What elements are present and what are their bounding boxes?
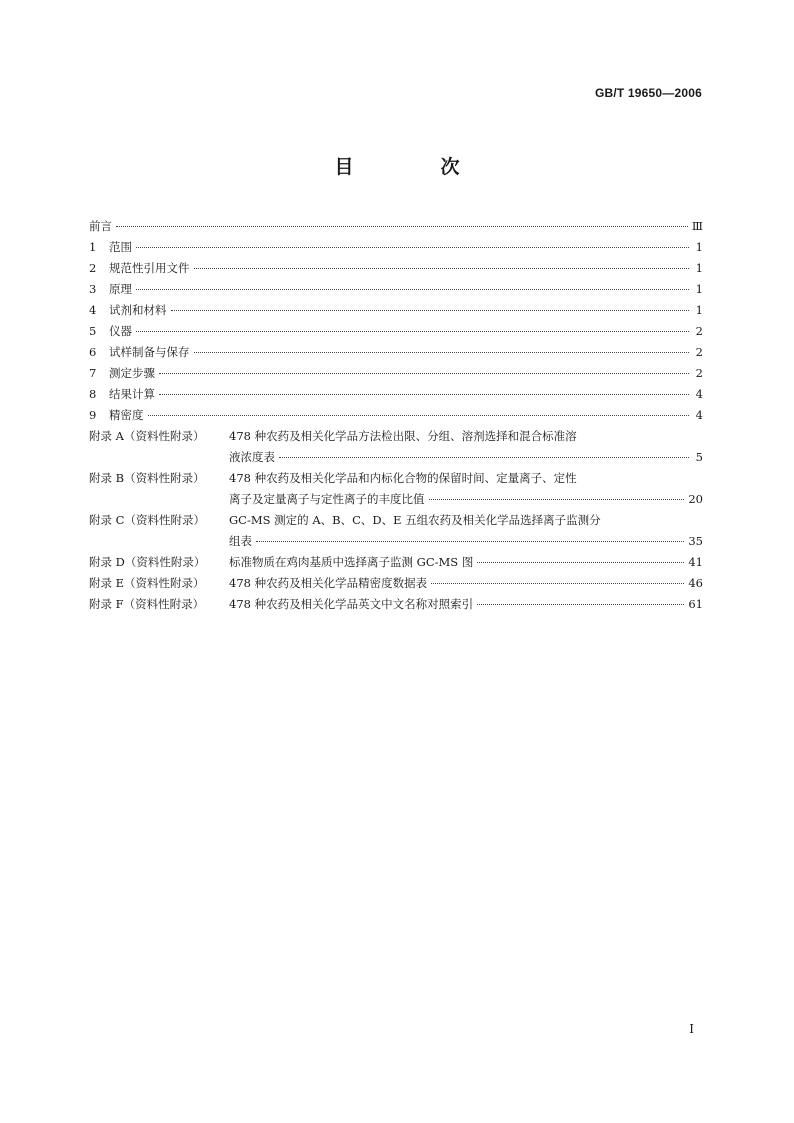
dot-leader (477, 603, 684, 605)
appendix-title-line1: 478 种农药及相关化学品精密度数据表 (229, 576, 428, 590)
toc-entry-page: 1 (695, 240, 703, 254)
toc-entry-label: 结果计算 (109, 387, 155, 401)
toc-entry-label: 精密度 (109, 408, 144, 422)
toc-entry-section-4[interactable] (89, 300, 703, 321)
toc-entry-page: Ⅲ (691, 219, 703, 233)
dot-leader (159, 393, 689, 395)
appendix-title-line1: 478 种农药及相关化学品和内标化合物的保留时间、定量离子、定性 (229, 471, 577, 485)
toc-entry-page: 46 (688, 576, 703, 590)
section-number: 5 (89, 324, 97, 338)
toc-entry-label: 试剂和材料 (109, 303, 167, 317)
toc-entry-label: 试样制备与保存 (109, 345, 190, 359)
section-number: 6 (89, 345, 97, 359)
toc-entry-appendix-f[interactable] (89, 594, 703, 615)
dot-leader (194, 351, 690, 353)
section-number: 8 (89, 387, 97, 401)
toc-entry-page: 20 (688, 492, 703, 506)
section-number: 9 (89, 408, 97, 422)
section-number: 4 (89, 303, 97, 317)
toc-entry-appendix-a[interactable] (89, 426, 703, 468)
toc-entry-label: 前言 (89, 219, 112, 233)
appendix-title-line2: 离子及定量离子与定性离子的丰度比值 (229, 492, 425, 506)
toc-entry-page: 4 (695, 387, 703, 401)
table-of-contents (89, 216, 703, 615)
dot-leader (279, 456, 689, 458)
toc-entry-label: 仪器 (109, 324, 132, 338)
dot-leader (148, 414, 690, 416)
toc-entry-appendix-e[interactable] (89, 573, 703, 594)
toc-entry-page: 61 (688, 597, 703, 611)
toc-entry-section-7[interactable] (89, 363, 703, 384)
toc-entry-appendix-d[interactable] (89, 552, 703, 573)
dot-leader (171, 309, 690, 311)
toc-title: 目 次 (334, 156, 494, 178)
dot-leader (136, 330, 689, 332)
appendix-title-line2: 液浓度表 (229, 450, 275, 464)
toc-entry-label: 原理 (109, 282, 132, 296)
section-number: 3 (89, 282, 97, 296)
dot-leader (159, 372, 689, 374)
toc-entry-page: 1 (695, 303, 703, 317)
toc-entry-label: 范围 (109, 240, 132, 254)
toc-entry-label: 测定步骤 (109, 366, 155, 380)
appendix-label: 附录 E（资料性附录） (89, 576, 205, 590)
standard-code: GB/T 19650—2006 (594, 86, 702, 100)
section-number: 2 (89, 261, 97, 275)
dot-leader (429, 498, 685, 500)
dot-leader (477, 561, 684, 563)
dot-leader (136, 288, 689, 290)
toc-entry-appendix-c[interactable] (89, 510, 703, 552)
dot-leader (136, 246, 689, 248)
appendix-title-line1: 标准物质在鸡肉基质中选择离子监测 GC-MS 图 (229, 555, 474, 569)
toc-entry-label: 规范性引用文件 (109, 261, 190, 275)
toc-entry-page: 2 (695, 345, 703, 359)
toc-entry-page: 5 (695, 450, 703, 464)
dot-leader (431, 582, 684, 584)
appendix-label: 附录 B（资料性附录） (89, 471, 205, 485)
toc-entry-page: 35 (688, 534, 703, 548)
appendix-title-line1: 478 种农药及相关化学品英文中文名称对照索引 (229, 597, 474, 611)
appendix-title-line1: 478 种农药及相关化学品方法检出限、分组、溶剂选择和混合标准溶 (229, 429, 577, 443)
dot-leader (256, 540, 684, 542)
appendix-label: 附录 F（资料性附录） (89, 597, 205, 611)
toc-entry-appendix-b[interactable] (89, 468, 703, 510)
toc-entry-section-3[interactable] (89, 279, 703, 300)
dot-leader (194, 267, 690, 269)
toc-entry-page: 2 (695, 366, 703, 380)
appendix-label: 附录 D（资料性附录） (89, 555, 206, 569)
toc-entry-page: 1 (695, 282, 703, 296)
toc-entry-section-2[interactable] (89, 258, 703, 279)
appendix-label: 附录 C（资料性附录） (89, 513, 205, 527)
toc-entry-section-1[interactable] (89, 237, 703, 258)
toc-entry-page: 1 (695, 261, 703, 275)
toc-entry-page: 41 (688, 555, 703, 569)
page-number: I (689, 1022, 694, 1036)
toc-entry-page: 4 (695, 408, 703, 422)
toc-entry-section-5[interactable] (89, 321, 703, 342)
toc-entry-section-8[interactable] (89, 384, 703, 405)
toc-entry-foreword[interactable] (89, 216, 703, 237)
appendix-title-line2: 组表 (229, 534, 252, 548)
section-number: 1 (89, 240, 97, 254)
dot-leader (116, 225, 688, 227)
toc-entry-section-9[interactable] (89, 405, 703, 426)
appendix-title-line1: GC-MS 测定的 A、B、C、D、E 五组农药及相关化学品选择离子监测分 (229, 513, 601, 527)
toc-entry-page: 2 (695, 324, 703, 338)
toc-entry-section-6[interactable] (89, 342, 703, 363)
appendix-label: 附录 A（资料性附录） (89, 429, 205, 443)
section-number: 7 (89, 366, 97, 380)
